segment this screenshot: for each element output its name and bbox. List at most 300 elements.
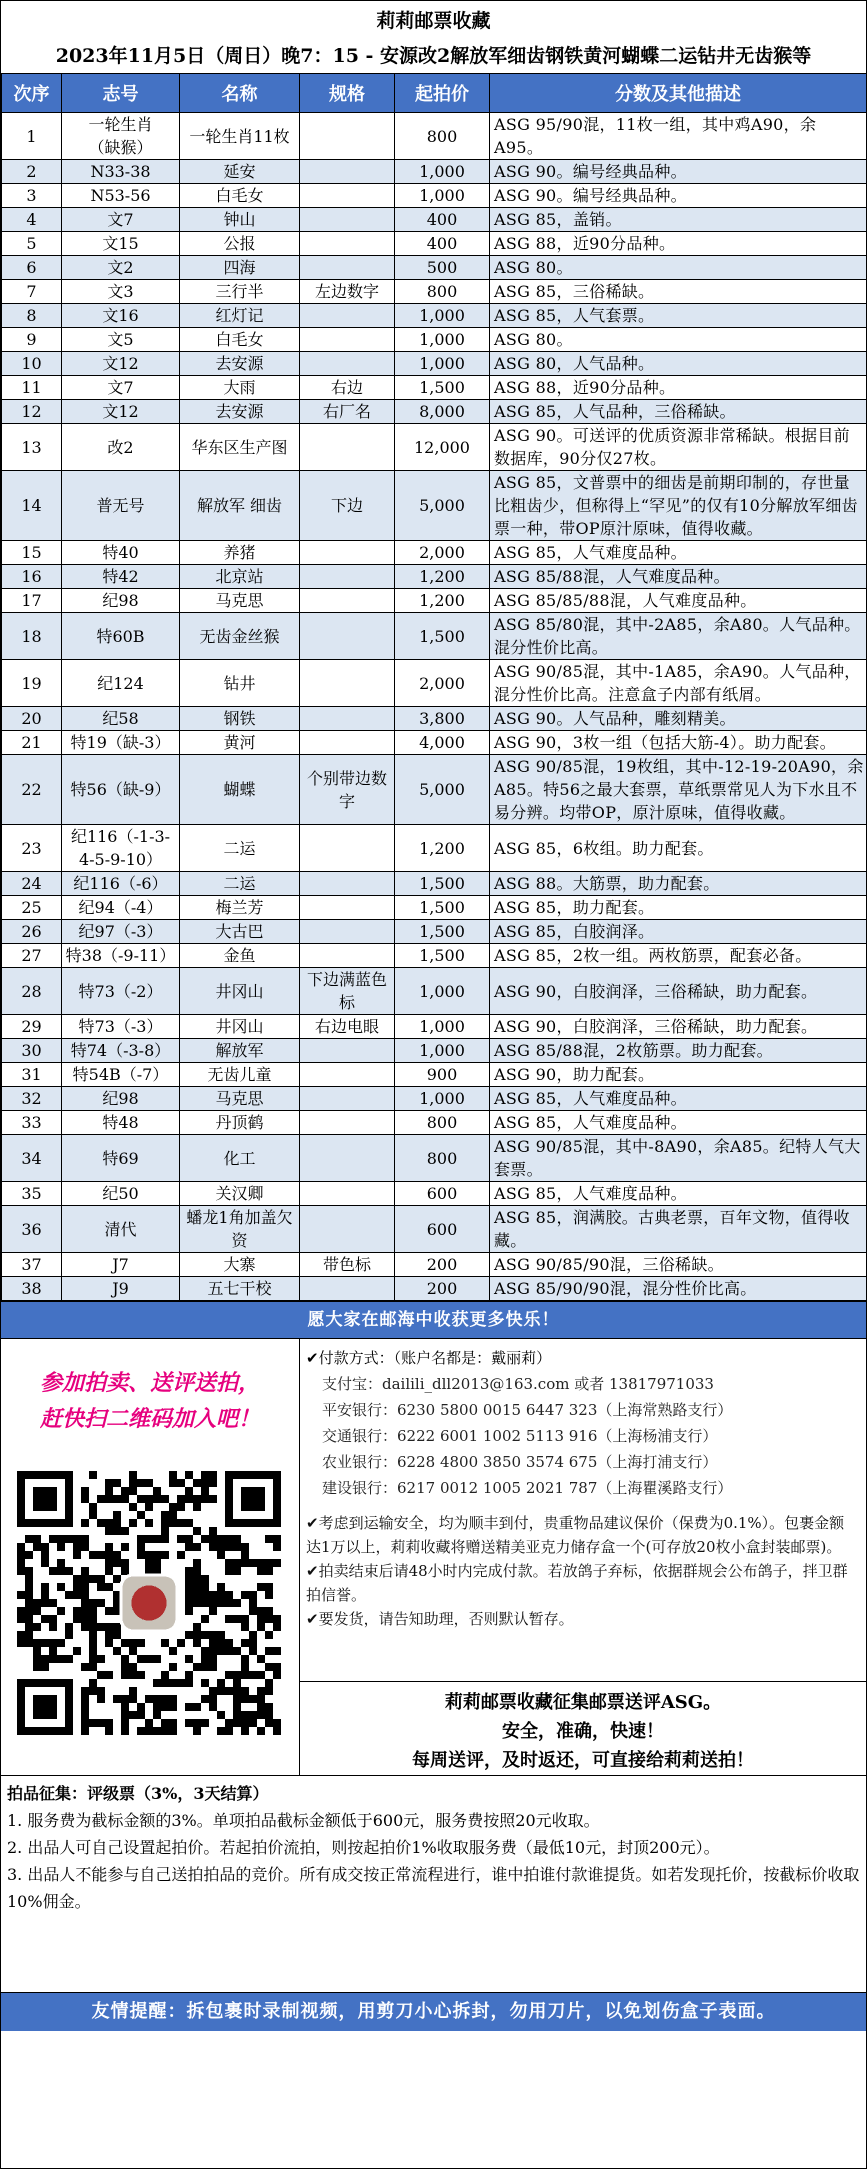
table-row [2, 968, 867, 1015]
bank-account: 交通银行：6222 6001 1002 5113 916（上海杨浦支行） [322, 1427, 718, 1445]
cell-code: J7 [62, 1253, 180, 1277]
cell-spec [300, 208, 395, 232]
cell-code: 文7 [62, 208, 180, 232]
cell-price: 500 [395, 256, 490, 280]
cell-name: 马克思 [180, 1087, 300, 1111]
cell-index: 16 [2, 565, 62, 589]
cell-desc: ASG 90，助力配套。 [490, 1063, 867, 1087]
cell-desc: ASG 90。人气品种，雕刻精美。 [490, 707, 867, 731]
table-row [2, 613, 867, 660]
cell-index: 21 [2, 731, 62, 755]
cell-name: 梅兰芳 [180, 896, 300, 920]
table-row [2, 232, 867, 256]
cell-spec [300, 160, 395, 184]
cell-code: 文12 [62, 352, 180, 376]
table-row [2, 565, 867, 589]
table-row [2, 755, 867, 825]
cell-name: 解放军 [180, 1039, 300, 1063]
cell-name: 去安源 [180, 400, 300, 424]
cell-index: 26 [2, 920, 62, 944]
cell-name: 解放军 细齿 [180, 471, 300, 541]
table-row [2, 280, 867, 304]
table-row [2, 424, 867, 471]
cell-spec [300, 944, 395, 968]
cell-name: 金鱼 [180, 944, 300, 968]
rule-item: 1. 服务费为截标金额的3%。单项拍品截标金额低于600元，服务费按照20元收取。 [7, 1811, 600, 1830]
table-row [2, 400, 867, 424]
auction-subtitle: 2023年11月5日（周日）晚7：15 - 安源改2解放军细齿钢铁黄河蝴蝶二运钻井无齿猴等 [55, 45, 812, 67]
cell-code: 纪116（-6） [62, 872, 180, 896]
cell-index: 23 [2, 825, 62, 872]
cell-price: 1,500 [395, 376, 490, 400]
collect-line-3: 每周送评，及时返还，可直接给莉莉送拍！ [412, 1750, 754, 1771]
cell-index: 34 [2, 1135, 62, 1182]
cell-name: 大古巴 [180, 920, 300, 944]
table-row [2, 1135, 867, 1182]
cell-name: 白毛女 [180, 184, 300, 208]
cell-desc: ASG 95/90混，11枚一组，其中鸡A90，余A95。 [490, 113, 867, 160]
alipay-account: 支付宝：dailili_dll2013@163.com 或者 13817971033 [322, 1375, 714, 1393]
cell-code: 纪98 [62, 589, 180, 613]
table-row [2, 184, 867, 208]
cell-spec [300, 1135, 395, 1182]
table-row [2, 1015, 867, 1039]
cell-price: 200 [395, 1277, 490, 1301]
table-row [2, 256, 867, 280]
table-row [2, 825, 867, 872]
collect-panel [300, 1681, 866, 1775]
table-row [2, 1063, 867, 1087]
bank-account: 平安银行：6230 5800 0015 6447 323（上海常熟路支行） [322, 1401, 733, 1419]
col-header-code: 志号 [62, 74, 180, 113]
cell-desc: ASG 90，白胶润泽，三俗稀缺，助力配套。 [490, 1015, 867, 1039]
table-row [2, 304, 867, 328]
lots-table [1, 73, 867, 1301]
cell-spec [300, 707, 395, 731]
table-row [2, 589, 867, 613]
cell-code: 特19（缺-3） [62, 731, 180, 755]
cell-name: 延安 [180, 160, 300, 184]
cell-index: 27 [2, 944, 62, 968]
cell-name: 无齿儿童 [180, 1063, 300, 1087]
table-row [2, 896, 867, 920]
payment-panel [300, 1339, 866, 1775]
cell-price: 1,500 [395, 872, 490, 896]
cell-code: 纪116（-1-3-4-5-9-10） [62, 825, 180, 872]
collect-line-1: 莉莉邮票收藏征集邮票送评ASG。 [444, 1692, 722, 1713]
cell-index: 20 [2, 707, 62, 731]
cell-code: 文12 [62, 400, 180, 424]
cell-spec [300, 731, 395, 755]
cell-index: 24 [2, 872, 62, 896]
cell-price: 1,200 [395, 825, 490, 872]
cell-price: 1,000 [395, 352, 490, 376]
cell-desc: ASG 85，6枚组。助力配套。 [490, 825, 867, 872]
cell-name: 蝴蝶 [180, 755, 300, 825]
cell-desc: ASG 85，润满胶。古典老票，百年文物，值得收藏。 [490, 1206, 867, 1253]
cell-index: 11 [2, 376, 62, 400]
bank-account: 农业银行：6228 4800 3850 3574 675（上海打浦支行） [322, 1453, 718, 1471]
cell-spec [300, 328, 395, 352]
cell-desc: ASG 85，2枚一组。两枚筋票，配套必备。 [490, 944, 867, 968]
cell-name: 井冈山 [180, 968, 300, 1015]
cell-desc: ASG 85，盖销。 [490, 208, 867, 232]
cell-index: 3 [2, 184, 62, 208]
cell-name: 大雨 [180, 376, 300, 400]
cell-desc: ASG 85，人气难度品种。 [490, 541, 867, 565]
cell-price: 1,000 [395, 184, 490, 208]
col-header-spec: 规格 [300, 74, 395, 113]
cell-name: 二运 [180, 872, 300, 896]
cell-name: 井冈山 [180, 1015, 300, 1039]
table-row [2, 1182, 867, 1206]
cell-code: 特69 [62, 1135, 180, 1182]
table-row [2, 731, 867, 755]
cell-code: 特73（-3） [62, 1015, 180, 1039]
page-title: 莉莉邮票收藏 [376, 10, 491, 32]
cell-code: 文7 [62, 376, 180, 400]
cell-price: 800 [395, 280, 490, 304]
cell-name: 黄河 [180, 731, 300, 755]
cell-spec [300, 1182, 395, 1206]
cell-code: 普无号 [62, 471, 180, 541]
cell-code: 文3 [62, 280, 180, 304]
cell-spec [300, 256, 395, 280]
col-header-index: 次序 [2, 74, 62, 113]
cell-price: 900 [395, 1063, 490, 1087]
cell-desc: ASG 85，助力配套。 [490, 896, 867, 920]
cell-spec [300, 613, 395, 660]
cell-code: 文16 [62, 304, 180, 328]
col-header-desc: 分数及其他描述 [490, 74, 867, 113]
cell-name: 马克思 [180, 589, 300, 613]
cell-spec: 左边数字 [300, 280, 395, 304]
table-row [2, 1277, 867, 1301]
cell-index: 6 [2, 256, 62, 280]
cell-desc: ASG 85/88混，人气难度品种。 [490, 565, 867, 589]
cell-name: 蟠龙1角加盖欠资 [180, 1206, 300, 1253]
cell-price: 1,000 [395, 1087, 490, 1111]
table-row [2, 471, 867, 541]
cell-price: 800 [395, 113, 490, 160]
cell-code: J9 [62, 1277, 180, 1301]
cell-desc: ASG 90。可送评的优质资源非常稀缺。根据目前数据库，90分仅27枚。 [490, 424, 867, 471]
cell-code: 一轮生肖 （缺猴） [62, 113, 180, 160]
cell-spec [300, 825, 395, 872]
table-row [2, 1206, 867, 1253]
cell-price: 1,500 [395, 613, 490, 660]
table-header-row [2, 74, 867, 113]
cell-desc: ASG 85，人气难度品种。 [490, 1111, 867, 1135]
cell-index: 35 [2, 1182, 62, 1206]
table-row [2, 1111, 867, 1135]
cell-index: 25 [2, 896, 62, 920]
cell-price: 1,000 [395, 160, 490, 184]
cell-code: 特74（-3-8） [62, 1039, 180, 1063]
cell-name: 去安源 [180, 352, 300, 376]
cell-spec [300, 1087, 395, 1111]
cell-spec: 个别带边数字 [300, 755, 395, 825]
cell-price: 200 [395, 1253, 490, 1277]
cell-name: 钢铁 [180, 707, 300, 731]
cell-index: 19 [2, 660, 62, 707]
cell-name: 钟山 [180, 208, 300, 232]
cell-code: 纪98 [62, 1087, 180, 1111]
cell-index: 18 [2, 613, 62, 660]
cell-index: 28 [2, 968, 62, 1015]
wish-banner: 愿大家在邮海中收获更多快乐！ [1, 1301, 866, 1339]
cell-desc: ASG 85，三俗稀缺。 [490, 280, 867, 304]
cell-index: 13 [2, 424, 62, 471]
cell-code: 纪124 [62, 660, 180, 707]
cell-spec: 带色标 [300, 1253, 395, 1277]
cell-spec [300, 352, 395, 376]
cell-desc: ASG 80，人气品种。 [490, 352, 867, 376]
cell-index: 4 [2, 208, 62, 232]
cell-code: 特42 [62, 565, 180, 589]
cell-name: 大寨 [180, 1253, 300, 1277]
rule-item: 2. 出品人可自己设置起拍价。若起拍价流拍，则按起拍价1%收取服务费（最低10元，封顶200元）。 [7, 1838, 720, 1857]
cell-name: 二运 [180, 825, 300, 872]
cell-code: 纪94（-4） [62, 896, 180, 920]
table-row [2, 872, 867, 896]
cell-desc: ASG 85/85/88混，人气难度品种。 [490, 589, 867, 613]
cell-price: 1,000 [395, 968, 490, 1015]
cell-spec [300, 872, 395, 896]
cell-code: 特60B [62, 613, 180, 660]
cell-name: 三行半 [180, 280, 300, 304]
cell-desc: ASG 90，3枚一组（包括大筋-4）。助力配套。 [490, 731, 867, 755]
table-row [2, 1087, 867, 1111]
cell-spec [300, 660, 395, 707]
cell-desc: ASG 90/85/90混，三俗稀缺。 [490, 1253, 867, 1277]
cell-name: 养猪 [180, 541, 300, 565]
cell-name: 四海 [180, 256, 300, 280]
cell-desc: ASG 90，白胶润泽，三俗稀缺，助力配套。 [490, 968, 867, 1015]
cell-desc: ASG 85，白胶润泽。 [490, 920, 867, 944]
table-row [2, 1253, 867, 1277]
cell-desc: ASG 85，文普票中的细齿是前期印制的，存世量比粗齿少，但称得上“罕见”的仅有10分解放军细齿票一种，带OP原汁原味，值得收藏。 [490, 471, 867, 541]
cell-spec [300, 1063, 395, 1087]
cell-spec [300, 920, 395, 944]
col-header-name: 名称 [180, 74, 300, 113]
cell-index: 2 [2, 160, 62, 184]
cell-price: 1,000 [395, 328, 490, 352]
cell-index: 14 [2, 471, 62, 541]
delivery-note: ✔要发货，请告知助理，否则默认暂存。 [306, 1610, 574, 1628]
cell-spec: 右厂名 [300, 400, 395, 424]
cell-index: 32 [2, 1087, 62, 1111]
cell-name: 白毛女 [180, 328, 300, 352]
table-row [2, 208, 867, 232]
cell-desc: ASG 90/85混，19枚组，其中-12-19-20A90，余A85。特56之最大套票，草纸票常见人为下水且不易分辨。均带OP，原汁原味，值得收藏。 [490, 755, 867, 825]
cell-code: 特38（-9-11） [62, 944, 180, 968]
lots-body [2, 113, 867, 1301]
cell-desc: ASG 88。大筋票，助力配套。 [490, 872, 867, 896]
cell-index: 31 [2, 1063, 62, 1087]
cell-name: 关汉卿 [180, 1182, 300, 1206]
promo-line-2: 赶快扫二维码加入吧！ [39, 1406, 260, 1432]
cell-spec: 右边 [300, 376, 395, 400]
promo-line-1: 参加拍卖、送评送拍， [39, 1370, 260, 1396]
cell-desc: ASG 80。 [490, 256, 867, 280]
cell-price: 1,200 [395, 589, 490, 613]
cell-name: 公报 [180, 232, 300, 256]
cell-desc: ASG 90。编号经典品种。 [490, 160, 867, 184]
cell-index: 37 [2, 1253, 62, 1277]
cell-price: 1,000 [395, 1039, 490, 1063]
cell-desc: ASG 85，人气难度品种。 [490, 1087, 867, 1111]
cell-price: 5,000 [395, 755, 490, 825]
cell-index: 10 [2, 352, 62, 376]
cell-spec [300, 304, 395, 328]
col-header-price: 起拍价 [395, 74, 490, 113]
cell-price: 3,800 [395, 707, 490, 731]
cell-code: 纪58 [62, 707, 180, 731]
cell-price: 1,000 [395, 304, 490, 328]
cell-price: 400 [395, 208, 490, 232]
cell-name: 钻井 [180, 660, 300, 707]
cell-index: 22 [2, 755, 62, 825]
cell-code: 清代 [62, 1206, 180, 1253]
cell-price: 400 [395, 232, 490, 256]
table-row [2, 113, 867, 160]
table-row [2, 707, 867, 731]
table-row [2, 376, 867, 400]
cell-spec [300, 541, 395, 565]
payment-deadline-note: ✔拍卖结束后请48小时内完成付款。若放鸽子弃标，依据群规会公布鸽子，拌卫群拍信誉。 [306, 1562, 848, 1604]
cell-spec [300, 896, 395, 920]
promo-text [1, 1339, 299, 1437]
cell-spec: 下边 [300, 471, 395, 541]
cell-index: 9 [2, 328, 62, 352]
cell-price: 600 [395, 1206, 490, 1253]
table-row [2, 1039, 867, 1063]
cell-index: 12 [2, 400, 62, 424]
cell-spec: 下边满蓝色标 [300, 968, 395, 1015]
cell-spec [300, 232, 395, 256]
cell-spec: 右边电眼 [300, 1015, 395, 1039]
cell-index: 7 [2, 280, 62, 304]
shipping-note: ✔考虑到运输安全，均为顺丰到付，贵重物品建议保价（保费为0.1%）。包裹金额达1万以上，莉莉收藏将赠送精美亚克力储存盒一个(可存放20枚小盒封装邮票)。 [306, 1514, 845, 1556]
cell-price: 8,000 [395, 400, 490, 424]
cell-code: 改2 [62, 424, 180, 471]
table-row [2, 160, 867, 184]
table-row [2, 920, 867, 944]
cell-price: 1,200 [395, 565, 490, 589]
cell-price: 1,500 [395, 896, 490, 920]
cell-code: 纪50 [62, 1182, 180, 1206]
cell-code: N33-38 [62, 160, 180, 184]
cell-spec [300, 1039, 395, 1063]
cell-name: 一轮生肖11枚 [180, 113, 300, 160]
cell-spec [300, 1277, 395, 1301]
cell-price: 800 [395, 1135, 490, 1182]
cell-code: 特48 [62, 1111, 180, 1135]
cell-price: 800 [395, 1111, 490, 1135]
cell-desc: ASG 85/88混，2枚筋票。助力配套。 [490, 1039, 867, 1063]
cell-spec [300, 113, 395, 160]
cell-price: 12,000 [395, 424, 490, 471]
cell-price: 1,500 [395, 944, 490, 968]
cell-code: 文5 [62, 328, 180, 352]
cell-name: 五七干校 [180, 1277, 300, 1301]
promo-panel [1, 1339, 300, 1775]
cell-desc: ASG 88，近90分品种。 [490, 376, 867, 400]
cell-price: 2,000 [395, 660, 490, 707]
cell-code: N53-56 [62, 184, 180, 208]
cell-desc: ASG 90/85混，其中-8A90，余A85。纪特人气大套票。 [490, 1135, 867, 1182]
cell-desc: ASG 90/85混，其中-1A85，余A90。人气品种，混分性价比高。注意盒子内部有纸屑。 [490, 660, 867, 707]
cell-index: 5 [2, 232, 62, 256]
rules-title: 拍品征集：评级票（3%，3天结算） [7, 1784, 269, 1803]
cell-desc: ASG 85/90/90混，混分性价比高。 [490, 1277, 867, 1301]
table-row [2, 660, 867, 707]
cell-code: 特56（缺-9） [62, 755, 180, 825]
rule-item: 3. 出品人不能参与自己送拍拍品的竞价。所有成交按正常流程进行，谁中拍谁付款谁提货。如若发现托价，按截标价收取10%佣金。 [7, 1865, 860, 1911]
cell-price: 4,000 [395, 731, 490, 755]
cell-desc: ASG 85，人气难度品种。 [490, 1182, 867, 1206]
cell-desc: ASG 90。编号经典品种。 [490, 184, 867, 208]
collect-line-2: 安全，准确，快速！ [502, 1721, 664, 1742]
info-section [1, 1339, 866, 1776]
cell-code: 特73（-2） [62, 968, 180, 1015]
cell-price: 2,000 [395, 541, 490, 565]
cell-spec [300, 589, 395, 613]
cell-index: 1 [2, 113, 62, 160]
cell-code: 特40 [62, 541, 180, 565]
consignment-rules [1, 1776, 866, 1993]
cell-name: 无齿金丝猴 [180, 613, 300, 660]
cell-desc: ASG 85，人气套票。 [490, 304, 867, 328]
cell-index: 36 [2, 1206, 62, 1253]
qr-code-icon[interactable] [17, 1471, 281, 1735]
cell-index: 33 [2, 1111, 62, 1135]
cell-price: 600 [395, 1182, 490, 1206]
cell-code: 纪97（-3） [62, 920, 180, 944]
cell-code: 特54B（-7） [62, 1063, 180, 1087]
cell-code: 文15 [62, 232, 180, 256]
cell-price: 1,500 [395, 920, 490, 944]
cell-name: 红灯记 [180, 304, 300, 328]
cell-index: 29 [2, 1015, 62, 1039]
cell-price: 5,000 [395, 471, 490, 541]
cell-index: 38 [2, 1277, 62, 1301]
table-row [2, 541, 867, 565]
cell-desc: ASG 88，近90分品种。 [490, 232, 867, 256]
cell-desc: ASG 85/80混，其中-2A85，余A80。人气品种。混分性价比高。 [490, 613, 867, 660]
cell-index: 15 [2, 541, 62, 565]
table-row [2, 352, 867, 376]
table-row [2, 328, 867, 352]
table-row [2, 944, 867, 968]
cell-spec [300, 1111, 395, 1135]
cell-index: 8 [2, 304, 62, 328]
cell-spec [300, 1206, 395, 1253]
footer-reminder: 友情提醒：拆包裹时录制视频，用剪刀小心拆封，勿用刀片，以免划伤盒子表面。 [1, 1993, 866, 2031]
cell-spec [300, 184, 395, 208]
cell-price: 1,000 [395, 1015, 490, 1039]
bank-account: 建设银行：6217 0012 1005 2021 787（上海瞿溪路支行） [322, 1479, 733, 1497]
cell-name: 华东区生产图 [180, 424, 300, 471]
payment-title: ✔付款方式：（账户名都是：戴丽莉） [306, 1349, 552, 1367]
payment-info [300, 1339, 866, 1681]
cell-index: 30 [2, 1039, 62, 1063]
cell-index: 17 [2, 589, 62, 613]
cell-name: 丹顶鹤 [180, 1111, 300, 1135]
cell-code: 文2 [62, 256, 180, 280]
cell-spec [300, 565, 395, 589]
